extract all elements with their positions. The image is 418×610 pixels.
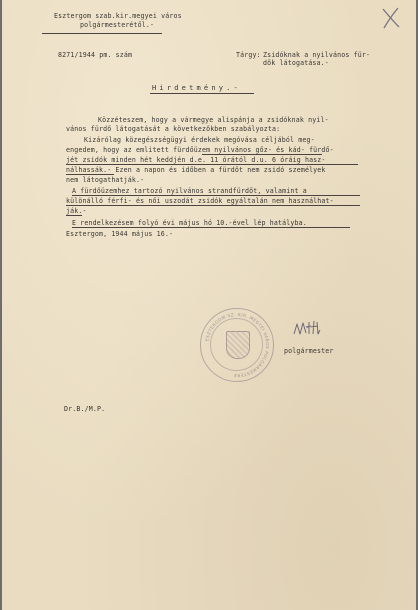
body-line-8: A fürdőüzemhez tartozó nyilvános strandfürdőt, valamint a — [72, 187, 307, 195]
underline-body-8 — [72, 195, 360, 196]
body-line-10: ják.- — [66, 207, 87, 215]
underline-body-6 — [66, 174, 114, 175]
document-page — [2, 0, 416, 610]
underline-body-4 — [202, 154, 322, 155]
underline-body-5 — [66, 164, 358, 165]
file-number: 8271/1944 pm. szám — [58, 51, 133, 59]
letterhead-rule — [42, 33, 162, 34]
subject-line-1: Zsidóknak a nyilvános für- — [263, 51, 371, 59]
svg-text:ESZTERGOM SZ. KIR. MEGYEI VÁRO: ESZTERGOM SZ. KIR. MEGYEI VÁROS POLGÁRMESTERE — [205, 312, 270, 378]
handwritten-signature — [292, 318, 322, 340]
underline-body-10 — [66, 215, 82, 216]
document-title: Hirdetmény.- — [152, 84, 241, 92]
reference-initials: Dr.B./M.P. — [64, 405, 106, 413]
authority-line-2: polgármesterétől.- — [80, 21, 155, 29]
body-line-4: engedem, hogy az emlitett fürdőüzem nyilvános gőz- és kád- fürdő- — [66, 146, 334, 154]
subject-label: Tárgy: — [236, 51, 261, 59]
handwritten-x-mark — [380, 6, 402, 30]
authority-line-1: Esztergom szab.kir.megyei város — [54, 12, 182, 20]
date-line: Esztergom, 1944 május 16.- — [66, 230, 174, 238]
underline-body-11 — [72, 227, 350, 228]
body-line-9: különálló férfi- és női uszodát zsidók egyáltalán nem használhat- — [66, 197, 334, 205]
body-line-7: nem látogathatják.- — [66, 176, 145, 184]
subject-line-2: dők látogatása.- — [263, 59, 329, 67]
body-line-3: Kizárólag közegészségügyi érdekek megóvása céljából meg- — [84, 136, 315, 144]
body-line-2: vános fürdő látogatását a következőkben szabályozta: — [66, 125, 281, 133]
underline-body-9 — [66, 205, 360, 206]
signature-title: polgármester — [284, 347, 334, 355]
body-line-11: E rendelkezésem folyó évi május hó 10.-ével lép hatályba. — [72, 219, 307, 227]
stamp-ring-text — [201, 309, 273, 381]
body-line-6: nálhassák.- Ezen a napon és időben a fürdőt nem zsidó személyek — [66, 166, 326, 174]
title-underline — [150, 93, 254, 94]
body-line-1: Közzéteszem, hogy a vármegye alispánja a zsidóknak nyil- — [98, 116, 329, 124]
official-stamp — [200, 308, 274, 382]
body-line-5: jét zsidók minden hét keddjén d.e. 11 órától d.u. 6 óráig hasz- — [66, 156, 326, 164]
